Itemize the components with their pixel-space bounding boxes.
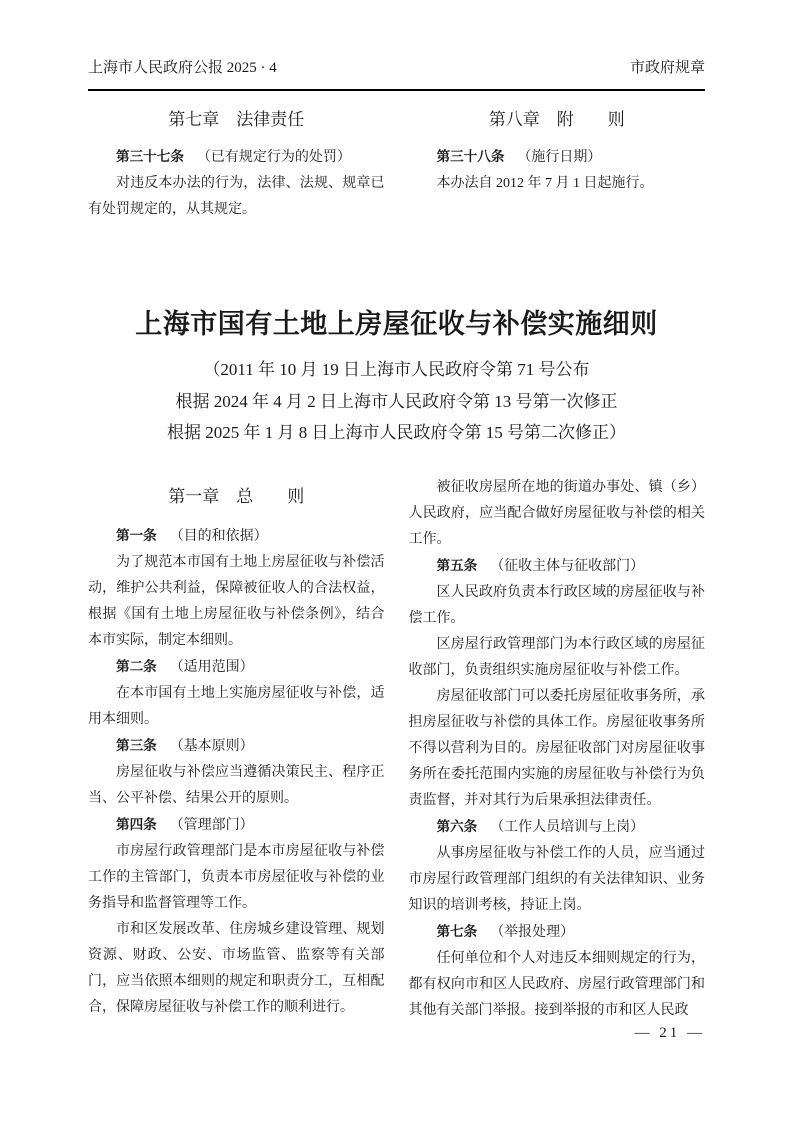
chapter-heading: 第一章 总 则 [168, 486, 305, 506]
article-number: 第三十八条 [436, 149, 505, 164]
article-title: （适用范围） [169, 659, 254, 675]
regulation-title-block [88, 305, 705, 449]
article-title: （目的和依据） [169, 528, 268, 544]
subtitle-line: 根据 2025 年 1 月 8 日上海市人民政府令第 15 号第二次修正） [167, 423, 626, 442]
main-right-column [409, 475, 706, 1024]
chapter-heading: 第八章 附 则 [488, 110, 625, 129]
article-title: （举报处理） [490, 924, 575, 940]
article-paragraph: 房屋征收与补偿应当遵循决策民主、程序正当、公平补偿、结果公开的原则。 [88, 764, 385, 806]
article-paragraph: 从事房屋征收与补偿工作的人员，应当通过市房屋行政管理部门组织的有关法律知识、业务知识的培训考核，持证上岗。 [408, 845, 705, 913]
article-paragraph: 市和区发展改革、住房城乡建设管理、规划资源、财政、公安、市场监管、监察等有关部门，应当依照本细则的规定和职责分工，互相配合，保障房屋征收与补偿工作的顺利进行。 [88, 921, 385, 1015]
subtitle-line: （2011 年 10 月 19 日上海市人民政府令第 71 号公布 [203, 360, 590, 379]
article-heading [88, 812, 385, 839]
article-heading [409, 919, 706, 946]
main-left-column [88, 475, 385, 1024]
article-paragraph: 本办法自 2012 年 7 月 1 日起施行。 [436, 176, 654, 191]
previous-regulation-section [88, 107, 705, 223]
chapter-heading: 第七章 法律责任 [168, 110, 305, 129]
article-heading [88, 523, 385, 550]
article-heading [88, 733, 385, 760]
subtitle-line: 根据 2024 年 4 月 2 日上海市人民政府令第 13 号第一次修正 [175, 391, 618, 411]
article-heading [88, 144, 385, 171]
article-number: 第三条 [116, 737, 157, 753]
article-paragraph: 区人民政府负责本行政区域的房屋征收与补偿工作。 [408, 584, 705, 626]
prev-left-column [88, 107, 385, 223]
article-title: （征收主体与征收部门） [490, 558, 645, 574]
article-paragraph: 被征收房屋所在地的街道办事处、镇（乡）人民政府，应当配合做好房屋征收与补偿的相关工作。 [408, 479, 705, 547]
article-number: 第五条 [436, 557, 478, 573]
article-title: （基本原则） [169, 738, 254, 754]
article-heading [409, 553, 706, 580]
article-number: 第一条 [116, 527, 157, 543]
article-paragraph: 对违反本办法的行为，法律、法规、规章已有处罚规定的，从其规定。 [88, 176, 385, 217]
article-paragraph: 任何单位和个人对违反本细则规定的行为，都有权向市和区人民政府、房屋行政管理部门和其他有关部门举报。接到举报的市和区人民政 [408, 950, 705, 1018]
article-paragraph: 区房屋行政管理部门为本行政区域的房屋征收部门，负责组织实施房屋征收与补偿工作。 [408, 636, 705, 678]
article-heading [409, 144, 706, 171]
article-paragraph: 市房屋行政管理部门是本市房屋征收与补偿工作的主管部门，负责本市房屋征收与补偿的业务指导和监督管理等工作。 [88, 843, 385, 911]
section-label: 市政府规章 [629, 60, 705, 76]
article-paragraph: 在本市国有土地上实施房屋征收与补偿，适用本细则。 [88, 685, 385, 727]
article-heading [88, 654, 385, 681]
prev-right-column [409, 107, 706, 223]
page-number: — 21 — [634, 1025, 705, 1041]
article-title: （已有规定行为的处罚） [196, 150, 351, 165]
running-header [88, 58, 705, 91]
regulation-subtitles [88, 354, 705, 449]
article-paragraph: 房屋征收部门可以委托房屋征收事务所，承担房屋征收与补偿的具体工作。房屋征收事务所不得以营利为目的。房屋征收部门对房屋征收事务所在委托范围内实施的房屋征收与补偿行为负责监督，并对其行为后果承担法律责任。 [408, 688, 705, 808]
article-title: （工作人员培训与上岗） [490, 819, 645, 835]
article-number: 第六条 [436, 818, 478, 834]
main-body-section [88, 475, 705, 1024]
regulation-title: 上海市国有土地上房屋征收与补偿实施细则 [135, 309, 658, 339]
article-title: （管理部门） [169, 817, 254, 833]
gazette-title: 上海市人民政府公报 2025 · 4 [88, 60, 277, 76]
article-heading [409, 814, 706, 841]
article-number: 第七条 [436, 923, 478, 939]
article-number: 第二条 [116, 658, 157, 674]
article-number: 第四条 [116, 816, 157, 832]
article-paragraph: 为了规范本市国有土地上房屋征收与补偿活动，维护公共利益，保障被征收人的合法权益，根据《国有土地上房屋征收与补偿条例》，结合本市实际，制定本细则。 [88, 554, 385, 648]
article-title: （施行日期） [517, 150, 602, 165]
article-number: 第三十七条 [116, 149, 184, 164]
